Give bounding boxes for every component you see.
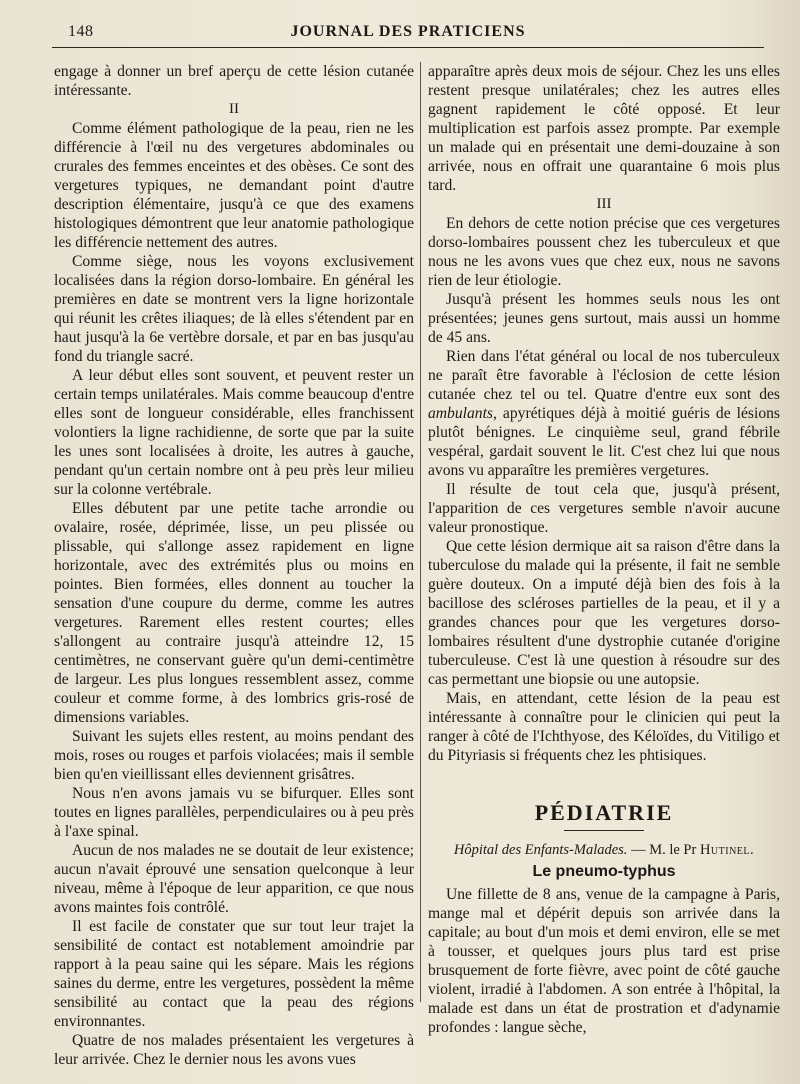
section-number-iii: III [596,196,612,212]
running-header [52,18,764,48]
header-rule [52,47,764,48]
paragraph: Nous n'en avons jamais vu se bifurquer. Elles sont toutes en lignes parallèles, perpendiculaires ou à peu près à l'axe spinal. [54,785,414,840]
paragraph: Comme élément pathologique de la peau, rien ne les différencie à l'œil nu des vergetures abdominales ou crurales des femmes enceintes et des obèses. Ce sont des vergetures typiques, ne demandant point d'autre description élémentaire, jusqu'à ce que des examens histologiques démontrent que leur anatomie pathologique les différencie nettement des autres. [54,120,414,251]
text-run: , apyrétiques déjà à moitié guéris de lésions plutôt bénignes. Le cinquième seul, grand fébrile vespéral, gardait souvent le lit. C'est chez lui que nous avons vu apparaître les premières vergetures. [428,405,780,479]
paragraph: Comme siège, nous les voyons exclusivement localisées dans la région dorso-lombaire. En général les premières en date se montrent vers la ligne horizontale qui réunit les crêtes iliaques; de là elles s'étendent par en haut jusqu'à la 6e vertèbre dorsale, et par en bas jusqu'au fond du triangle sacré. [54,253,414,365]
article-title: Le pneumo-typhus [532,863,676,880]
section-number-ii: II [229,101,239,117]
heading-rule [564,830,644,831]
section-heading-pediatrie: PÉDIATRIE [534,800,674,825]
paragraph: Aucun de nos malades ne se doutait de leur existence; aucun n'avait éprouvé une sensation quelconque à leur niveau, même à l'époque de leur apparition, ce que nous avons maintes fois contrôlé. [54,842,414,916]
text-run: Rien dans l'état général ou local de nos tuberculeux ne paraît être favorable à l'éclosion de cette lésion cutanée chez tel ou tel. Quatre d'entre eux sont des [428,348,780,403]
column-divider [420,62,421,1002]
paragraph [428,347,780,480]
paragraph: engage à donner un bref aperçu de cette lésion cutanée intéressante. [54,63,414,99]
paragraph: Mais, en attendant, cette lésion de la peau est intéressante à connaître pour le clinicien qui peut la ranger à côté de l'Ichthyose, des Kéloïdes, du Vitiligo et du Pityriasis si fréquents chez les phtisiques. [428,690,780,764]
page-number: 148 [68,23,94,40]
hospital-name: Hôpital des Enfants-Malades. [453,842,628,858]
paragraph: Une fillette de 8 ans, venue de la campagne à Paris, mange mal et dépérit depuis son arrivée dans la capitale; au bout d'un mois et demi environ, elle se met à tousser, et quelques jours plus tard est prise brusquement de forte fièvre, avec point de côté gauche violent, irradié à l'abdomen. A son entrée à l'hôpital, la malade est dans un état de prostration et d'adynamie profondes : langue sèche, [428,886,780,1036]
paragraph: A leur début elles sont souvent, et peuvent rester un certain temps unilatérales. Mais comme beaucoup d'entre elles sont de longueur considérable, elles franchissent volontiers la ligne rachidienne, de sorte que par la suite les unes sont localisées à droite, les autres à gauche, pendant qu'un certain nombre ont à peu près leur milieu sur la colonne vertébrale. [54,367,414,498]
text-run: — M. le Pr [627,842,700,858]
paragraph: Jusqu'à présent les hommes seuls nous les ont présentées; jeunes gens surtout, mais aussi un homme de 45 ans. [428,291,780,346]
emphasis-ambulants: ambulants [428,405,493,422]
paragraph: En dehors de cette notion précise que ces vergetures dorso-lombaires poussent chez les tuberculeux et que nous ne les avons vues que chez eux, nous ne savons rien de leur étiologie. [428,215,780,289]
paragraph: Que cette lésion dermique ait sa raison d'être dans la tuberculose du malade qui la présente, il fait ne semble guère douteux. On a imputé déjà bien des fois à la bacillose des scléroses partielles de la peau, et il y a grandes chances pour que les vergetures dorso-lombaires résultent d'une dystrophie cutanée d'origine tuberculeuse. C'est là une question à résoudre sur des cas permettant une biopsie ou une autopsie. [428,538,780,688]
left-column [54,62,414,1069]
paragraph: Quatre de nos malades présentaient les vergetures à leur arrivée. Chez le dernier nous les avons vues [54,1032,414,1068]
paragraph: Elles débutent par une petite tache arrondie ou ovalaire, rosée, déprimée, lisse, un peu plissée ou plissable, qui s'allonge assez rapidement en ligne horizontale, avec des extrémités plus ou moins en pointes. Bien formées, elles donnent au toucher la sensation d'une coupure du derme, comme les autres vergetures. Rarement elles restent courtes; elles s'allongent au contraire jusqu'à atteindre 12, 15 centimètres, ne conservant guère qu'un demi-centimètre de largeur. Les plus longues ressemblent assez, comme couleur et comme forme, à des lombrics gris-rosé de dimensions variables. [54,500,414,726]
right-column [428,62,780,1074]
professor-name: Hutinel. [699,842,755,858]
paragraph: apparaître après deux mois de séjour. Chez les uns elles restent presque unilatérales; chez les autres elles gagnent rapidement le côté opposé. Et leur multiplication est parfois assez prompte. Par exemple un malade qui en présentait une demi-douzaine à son arrivée, nous en offrait une quarantaine 6 mois plus tard. [428,63,780,194]
paragraph: Il est facile de constater que sur tout leur trajet la sensibilité de contact est notablement amoindrie par rapport à la peau saine qui les sépare. Mais les régions saines du derme, entre les vergetures, possèdent la même sensibilité au contact que la peau des régions environnantes. [54,918,414,1030]
journal-title: JOURNAL DES PRATICIENS [290,23,526,40]
paragraph: Suivant les sujets elles restent, au moins pendant des mois, roses ou rouges et parfois violacées; mais il semble bien qu'en vieillissant elles deviennent grisâtres. [54,728,414,783]
paragraph: Il résulte de tout cela que, jusqu'à présent, l'apparition de ces vergetures semble n'avoir aucune valeur pronostique. [428,481,780,536]
hospital-line [428,841,780,860]
